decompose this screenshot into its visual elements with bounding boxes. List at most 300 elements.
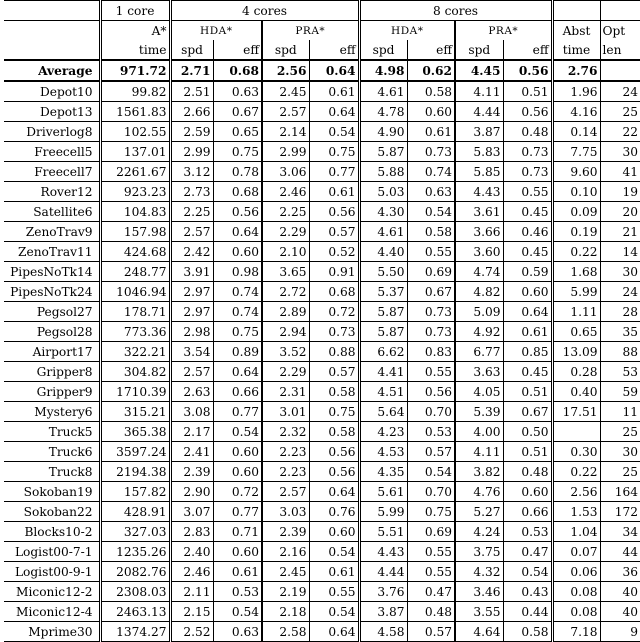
header-empty xyxy=(4,21,100,41)
header-spd: spd xyxy=(359,40,407,60)
astar-time: 157.98 xyxy=(100,222,170,242)
astar-time: 315.21 xyxy=(100,402,170,422)
pra8-spd: 4.92 xyxy=(455,322,503,342)
hda8-spd: 6.62 xyxy=(359,342,407,362)
hda8-spd: 4.40 xyxy=(359,242,407,262)
average-pra4-eff: 0.64 xyxy=(309,60,359,81)
pra4-eff: 0.55 xyxy=(309,582,359,602)
problem-name: Truck6 xyxy=(4,442,100,462)
hda4-spd: 2.41 xyxy=(170,442,213,462)
pra4-eff: 0.77 xyxy=(309,162,359,182)
hda4-eff: 0.72 xyxy=(213,482,262,502)
opt-len: 9 xyxy=(600,622,640,642)
problem-name: ZenoTrav9 xyxy=(4,222,100,242)
hda4-spd: 3.12 xyxy=(170,162,213,182)
hda4-eff: 0.75 xyxy=(213,322,262,342)
table-row xyxy=(4,81,640,102)
problem-name: Sokoban19 xyxy=(4,482,100,502)
hda8-eff: 0.60 xyxy=(407,102,455,122)
pra4-spd: 2.57 xyxy=(262,102,309,122)
astar-time: 2082.76 xyxy=(100,562,170,582)
astar-time: 1374.27 xyxy=(100,622,170,642)
average-opt xyxy=(600,60,640,81)
opt-len: 21 xyxy=(600,222,640,242)
hda8-spd: 4.58 xyxy=(359,622,407,642)
problem-name: Pegsol27 xyxy=(4,302,100,322)
header-eff: eff xyxy=(503,40,552,60)
pra4-spd: 2.94 xyxy=(262,322,309,342)
pra8-spd: 5.39 xyxy=(455,402,503,422)
hda8-eff: 0.70 xyxy=(407,482,455,502)
average-abst: 2.76 xyxy=(552,60,600,81)
hda8-eff: 0.69 xyxy=(407,262,455,282)
header-astar: A* xyxy=(100,21,170,41)
header-one-core: 1 core xyxy=(100,1,170,21)
hda8-eff: 0.57 xyxy=(407,622,455,642)
hda8-eff: 0.83 xyxy=(407,342,455,362)
pra8-spd: 4.43 xyxy=(455,182,503,202)
pra4-eff: 0.64 xyxy=(309,482,359,502)
hda4-eff: 0.60 xyxy=(213,542,262,562)
header-eff: eff xyxy=(213,40,262,60)
hda8-eff: 0.75 xyxy=(407,502,455,522)
hda8-spd: 4.44 xyxy=(359,562,407,582)
table-row xyxy=(4,562,640,582)
table-row xyxy=(4,122,640,142)
hda8-eff: 0.56 xyxy=(407,382,455,402)
astar-time: 327.03 xyxy=(100,522,170,542)
pra4-spd: 3.65 xyxy=(262,262,309,282)
table-row xyxy=(4,182,640,202)
problem-name: Freecell5 xyxy=(4,142,100,162)
hda4-spd: 2.39 xyxy=(170,462,213,482)
problem-name: ZenoTrav11 xyxy=(4,242,100,262)
pra4-spd: 2.99 xyxy=(262,142,309,162)
astar-time: 157.82 xyxy=(100,482,170,502)
problem-name: Gripper9 xyxy=(4,382,100,402)
pra4-eff: 0.56 xyxy=(309,462,359,482)
hda8-spd: 3.76 xyxy=(359,582,407,602)
abst-time: 9.60 xyxy=(552,162,600,182)
problem-name: Pegsol28 xyxy=(4,322,100,342)
opt-len: 36 xyxy=(600,562,640,582)
header-hda-4: HDA* xyxy=(200,24,233,37)
table-row xyxy=(4,262,640,282)
pra8-spd: 4.32 xyxy=(455,562,503,582)
pra4-spd: 2.72 xyxy=(262,282,309,302)
header-eight-cores: 8 cores xyxy=(359,1,552,21)
opt-len: 25 xyxy=(600,462,640,482)
hda4-spd: 2.15 xyxy=(170,602,213,622)
pra8-eff: 0.48 xyxy=(503,122,552,142)
average-hda8-eff: 0.62 xyxy=(407,60,455,81)
hda8-spd: 5.64 xyxy=(359,402,407,422)
abst-time: 17.51 xyxy=(552,402,600,422)
hda4-eff: 0.54 xyxy=(213,422,262,442)
pra8-eff: 0.67 xyxy=(503,402,552,422)
problem-name: Truck8 xyxy=(4,462,100,482)
astar-time: 1561.83 xyxy=(100,102,170,122)
abst-time: 5.99 xyxy=(552,282,600,302)
problem-name: Freecell7 xyxy=(4,162,100,182)
abst-time: 0.08 xyxy=(552,582,600,602)
hda4-eff: 0.63 xyxy=(213,81,262,102)
pra8-eff: 0.45 xyxy=(503,242,552,262)
pra8-spd: 4.76 xyxy=(455,482,503,502)
pra4-eff: 0.54 xyxy=(309,122,359,142)
header-empty xyxy=(4,1,100,21)
pra8-eff: 0.58 xyxy=(503,622,552,642)
pra8-spd: 3.63 xyxy=(455,362,503,382)
abst-time: 7.18 xyxy=(552,622,600,642)
problem-name: PipesNoTk14 xyxy=(4,262,100,282)
pra8-spd: 4.24 xyxy=(455,522,503,542)
header-abst-time: time xyxy=(552,40,600,60)
hda8-spd: 4.43 xyxy=(359,542,407,562)
header-empty-opt xyxy=(600,1,640,21)
problem-name: Mprime30 xyxy=(4,622,100,642)
problem-name: PipesNoTk24 xyxy=(4,282,100,302)
pra8-eff: 0.46 xyxy=(503,222,552,242)
pra8-eff: 0.51 xyxy=(503,442,552,462)
pra8-eff: 0.73 xyxy=(503,162,552,182)
hda4-eff: 0.66 xyxy=(213,382,262,402)
pra8-spd: 4.64 xyxy=(455,622,503,642)
hda8-spd: 4.53 xyxy=(359,442,407,462)
pra4-eff: 0.75 xyxy=(309,142,359,162)
table-row xyxy=(4,222,640,242)
astar-time: 428.91 xyxy=(100,502,170,522)
hda8-eff: 0.58 xyxy=(407,222,455,242)
opt-len: 41 xyxy=(600,162,640,182)
hda8-spd: 4.51 xyxy=(359,382,407,402)
table-row xyxy=(4,502,640,522)
problem-name: Miconic12-2 xyxy=(4,582,100,602)
hda4-spd: 3.54 xyxy=(170,342,213,362)
pra4-spd: 2.14 xyxy=(262,122,309,142)
hda4-spd: 2.97 xyxy=(170,302,213,322)
hda8-spd: 4.61 xyxy=(359,222,407,242)
abst-time: 1.96 xyxy=(552,81,600,102)
pra4-eff: 0.56 xyxy=(309,202,359,222)
pra4-eff: 0.72 xyxy=(309,302,359,322)
pra4-spd: 2.89 xyxy=(262,302,309,322)
hda4-eff: 0.60 xyxy=(213,462,262,482)
hda4-eff: 0.53 xyxy=(213,582,262,602)
hda4-eff: 0.68 xyxy=(213,182,262,202)
pra8-eff: 0.43 xyxy=(503,582,552,602)
hda8-spd: 4.78 xyxy=(359,102,407,122)
astar-time: 322.21 xyxy=(100,342,170,362)
hda4-eff: 0.56 xyxy=(213,202,262,222)
hda8-eff: 0.57 xyxy=(407,442,455,462)
pra8-eff: 0.48 xyxy=(503,462,552,482)
pra8-spd: 4.44 xyxy=(455,102,503,122)
astar-time: 2261.67 xyxy=(100,162,170,182)
pra4-spd: 2.58 xyxy=(262,622,309,642)
hda4-spd: 2.57 xyxy=(170,222,213,242)
pra4-spd: 2.10 xyxy=(262,242,309,262)
pra8-eff: 0.51 xyxy=(503,81,552,102)
opt-len: 44 xyxy=(600,542,640,562)
pra8-eff: 0.45 xyxy=(503,362,552,382)
pra4-spd: 2.18 xyxy=(262,602,309,622)
table-row xyxy=(4,302,640,322)
table-row xyxy=(4,242,640,262)
hda8-spd: 4.61 xyxy=(359,81,407,102)
abst-time: 0.19 xyxy=(552,222,600,242)
pra8-spd: 6.77 xyxy=(455,342,503,362)
pra8-eff: 0.54 xyxy=(503,562,552,582)
hda8-eff: 0.58 xyxy=(407,81,455,102)
hda4-spd: 3.91 xyxy=(170,262,213,282)
average-pra4-spd: 2.56 xyxy=(262,60,309,81)
pra4-eff: 0.76 xyxy=(309,502,359,522)
pra4-spd: 2.31 xyxy=(262,382,309,402)
table-row xyxy=(4,402,640,422)
header-spd: spd xyxy=(262,40,309,60)
opt-len: 35 xyxy=(600,322,640,342)
hda4-spd: 2.25 xyxy=(170,202,213,222)
pra8-spd: 3.55 xyxy=(455,602,503,622)
pra4-spd: 2.23 xyxy=(262,442,309,462)
hda8-eff: 0.54 xyxy=(407,202,455,222)
pra8-spd: 4.11 xyxy=(455,442,503,462)
hda4-spd: 2.59 xyxy=(170,122,213,142)
pra4-spd: 2.25 xyxy=(262,202,309,222)
pra8-spd: 3.75 xyxy=(455,542,503,562)
pra8-spd: 4.11 xyxy=(455,81,503,102)
astar-time: 2463.13 xyxy=(100,602,170,622)
opt-len: 19 xyxy=(600,182,640,202)
average-hda4-spd: 2.71 xyxy=(170,60,213,81)
header-row-metrics xyxy=(4,40,640,60)
hda8-spd: 4.30 xyxy=(359,202,407,222)
pra8-eff: 0.59 xyxy=(503,262,552,282)
pra8-eff: 0.50 xyxy=(503,422,552,442)
hda4-eff: 0.61 xyxy=(213,562,262,582)
abst-time: 0.65 xyxy=(552,322,600,342)
abst-time: 7.75 xyxy=(552,142,600,162)
astar-time: 923.23 xyxy=(100,182,170,202)
astar-time: 304.82 xyxy=(100,362,170,382)
astar-time: 773.36 xyxy=(100,322,170,342)
table-row xyxy=(4,382,640,402)
problem-name: Satellite6 xyxy=(4,202,100,222)
hda4-spd: 2.97 xyxy=(170,282,213,302)
header-eff: eff xyxy=(407,40,455,60)
pra4-eff: 0.58 xyxy=(309,382,359,402)
hda8-eff: 0.73 xyxy=(407,302,455,322)
hda4-spd: 2.99 xyxy=(170,142,213,162)
pra4-eff: 0.61 xyxy=(309,81,359,102)
hda8-eff: 0.55 xyxy=(407,242,455,262)
hda8-eff: 0.74 xyxy=(407,162,455,182)
table-row xyxy=(4,522,640,542)
hda4-spd: 2.17 xyxy=(170,422,213,442)
pra4-spd: 3.52 xyxy=(262,342,309,362)
hda8-spd: 5.37 xyxy=(359,282,407,302)
average-pra8-eff: 0.56 xyxy=(503,60,552,81)
pra8-eff: 0.85 xyxy=(503,342,552,362)
opt-len: 53 xyxy=(600,362,640,382)
pra8-eff: 0.64 xyxy=(503,302,552,322)
hda8-eff: 0.55 xyxy=(407,542,455,562)
hda4-spd: 2.40 xyxy=(170,542,213,562)
hda4-eff: 0.65 xyxy=(213,122,262,142)
pra4-eff: 0.91 xyxy=(309,262,359,282)
pra8-eff: 0.51 xyxy=(503,382,552,402)
hda4-eff: 0.63 xyxy=(213,622,262,642)
abst-time: 0.10 xyxy=(552,182,600,202)
pra4-eff: 0.73 xyxy=(309,322,359,342)
header-abst: Abst xyxy=(562,23,591,38)
abst-time: 13.09 xyxy=(552,342,600,362)
opt-len: 20 xyxy=(600,202,640,222)
abst-time: 1.04 xyxy=(552,522,600,542)
pra4-spd: 2.39 xyxy=(262,522,309,542)
pra8-eff: 0.73 xyxy=(503,142,552,162)
hda4-eff: 0.77 xyxy=(213,502,262,522)
opt-len: 88 xyxy=(600,342,640,362)
problem-name: Mystery6 xyxy=(4,402,100,422)
astar-time: 248.77 xyxy=(100,262,170,282)
table-row xyxy=(4,202,640,222)
astar-time: 102.55 xyxy=(100,122,170,142)
hda8-eff: 0.73 xyxy=(407,322,455,342)
abst-time: 0.09 xyxy=(552,202,600,222)
pra4-eff: 0.60 xyxy=(309,522,359,542)
abst-time: 0.22 xyxy=(552,242,600,262)
hda4-spd: 2.42 xyxy=(170,242,213,262)
hda4-eff: 0.67 xyxy=(213,102,262,122)
hda8-spd: 5.51 xyxy=(359,522,407,542)
hda8-spd: 4.90 xyxy=(359,122,407,142)
pra4-eff: 0.68 xyxy=(309,282,359,302)
pra8-spd: 5.85 xyxy=(455,162,503,182)
problem-name: Airport17 xyxy=(4,342,100,362)
hda8-spd: 5.87 xyxy=(359,142,407,162)
hda8-spd: 5.99 xyxy=(359,502,407,522)
pra4-eff: 0.56 xyxy=(309,442,359,462)
opt-len: 40 xyxy=(600,582,640,602)
problem-name: Driverlog8 xyxy=(4,122,100,142)
pra4-spd: 2.23 xyxy=(262,462,309,482)
problem-name: Depot10 xyxy=(4,81,100,102)
opt-len: 30 xyxy=(600,442,640,462)
pra4-eff: 0.64 xyxy=(309,102,359,122)
hda8-spd: 5.50 xyxy=(359,262,407,282)
average-pra8-spd: 4.45 xyxy=(455,60,503,81)
average-hda8-spd: 4.98 xyxy=(359,60,407,81)
table-body xyxy=(4,1,640,642)
abst-time: 0.40 xyxy=(552,382,600,402)
pra4-spd: 2.16 xyxy=(262,542,309,562)
pra8-eff: 0.56 xyxy=(503,102,552,122)
astar-time: 2308.03 xyxy=(100,582,170,602)
hda4-eff: 0.60 xyxy=(213,242,262,262)
hda4-eff: 0.71 xyxy=(213,522,262,542)
pra4-spd: 2.46 xyxy=(262,182,309,202)
pra4-eff: 0.58 xyxy=(309,422,359,442)
hda8-spd: 5.61 xyxy=(359,482,407,502)
abst-time: 0.30 xyxy=(552,442,600,462)
pra4-spd: 2.29 xyxy=(262,222,309,242)
hda4-eff: 0.74 xyxy=(213,282,262,302)
table-row xyxy=(4,282,640,302)
problem-name: Depot13 xyxy=(4,102,100,122)
astar-time: 2194.38 xyxy=(100,462,170,482)
hda4-spd: 2.52 xyxy=(170,622,213,642)
abst-time: 0.07 xyxy=(552,542,600,562)
hda8-eff: 0.70 xyxy=(407,402,455,422)
opt-len: 22 xyxy=(600,122,640,142)
pra4-eff: 0.88 xyxy=(309,342,359,362)
table-row xyxy=(4,342,640,362)
opt-len: 34 xyxy=(600,522,640,542)
table-row xyxy=(4,462,640,482)
table-row xyxy=(4,602,640,622)
hda4-spd: 2.90 xyxy=(170,482,213,502)
astar-time: 137.01 xyxy=(100,142,170,162)
pra8-eff: 0.53 xyxy=(503,522,552,542)
hda8-eff: 0.63 xyxy=(407,182,455,202)
header-time: time xyxy=(100,40,170,60)
hda8-eff: 0.53 xyxy=(407,422,455,442)
abst-time: 4.16 xyxy=(552,102,600,122)
pra8-spd: 3.82 xyxy=(455,462,503,482)
opt-len: 24 xyxy=(600,81,640,102)
hda8-eff: 0.67 xyxy=(407,282,455,302)
pra4-eff: 0.54 xyxy=(309,542,359,562)
hda8-eff: 0.73 xyxy=(407,142,455,162)
hda4-spd: 3.07 xyxy=(170,502,213,522)
abst-time: 2.56 xyxy=(552,482,600,502)
table-row xyxy=(4,142,640,162)
hda4-spd: 2.51 xyxy=(170,81,213,102)
hda8-spd: 4.35 xyxy=(359,462,407,482)
hda4-spd: 3.08 xyxy=(170,402,213,422)
pra8-eff: 0.47 xyxy=(503,542,552,562)
pra4-eff: 0.52 xyxy=(309,242,359,262)
table-row xyxy=(4,102,640,122)
header-row-cores xyxy=(4,1,640,21)
abst-time: 0.14 xyxy=(552,122,600,142)
opt-len: 59 xyxy=(600,382,640,402)
hda4-eff: 0.89 xyxy=(213,342,262,362)
hda8-spd: 5.87 xyxy=(359,322,407,342)
hda8-eff: 0.47 xyxy=(407,582,455,602)
pra8-eff: 0.55 xyxy=(503,182,552,202)
abst-time: 1.53 xyxy=(552,502,600,522)
hda8-spd: 3.87 xyxy=(359,602,407,622)
problem-name: Truck5 xyxy=(4,422,100,442)
pra8-eff: 0.61 xyxy=(503,322,552,342)
table-row xyxy=(4,422,640,442)
hda4-spd: 2.66 xyxy=(170,102,213,122)
pra8-spd: 3.60 xyxy=(455,242,503,262)
hda4-eff: 0.98 xyxy=(213,262,262,282)
astar-time: 99.82 xyxy=(100,81,170,102)
average-label: Average xyxy=(4,60,100,81)
pra8-eff: 0.44 xyxy=(503,602,552,622)
average-hda4-eff: 0.68 xyxy=(213,60,262,81)
pra8-spd: 4.05 xyxy=(455,382,503,402)
table-row xyxy=(4,162,640,182)
average-row xyxy=(4,60,640,81)
problem-name: Sokoban22 xyxy=(4,502,100,522)
opt-len: 172 xyxy=(600,502,640,522)
